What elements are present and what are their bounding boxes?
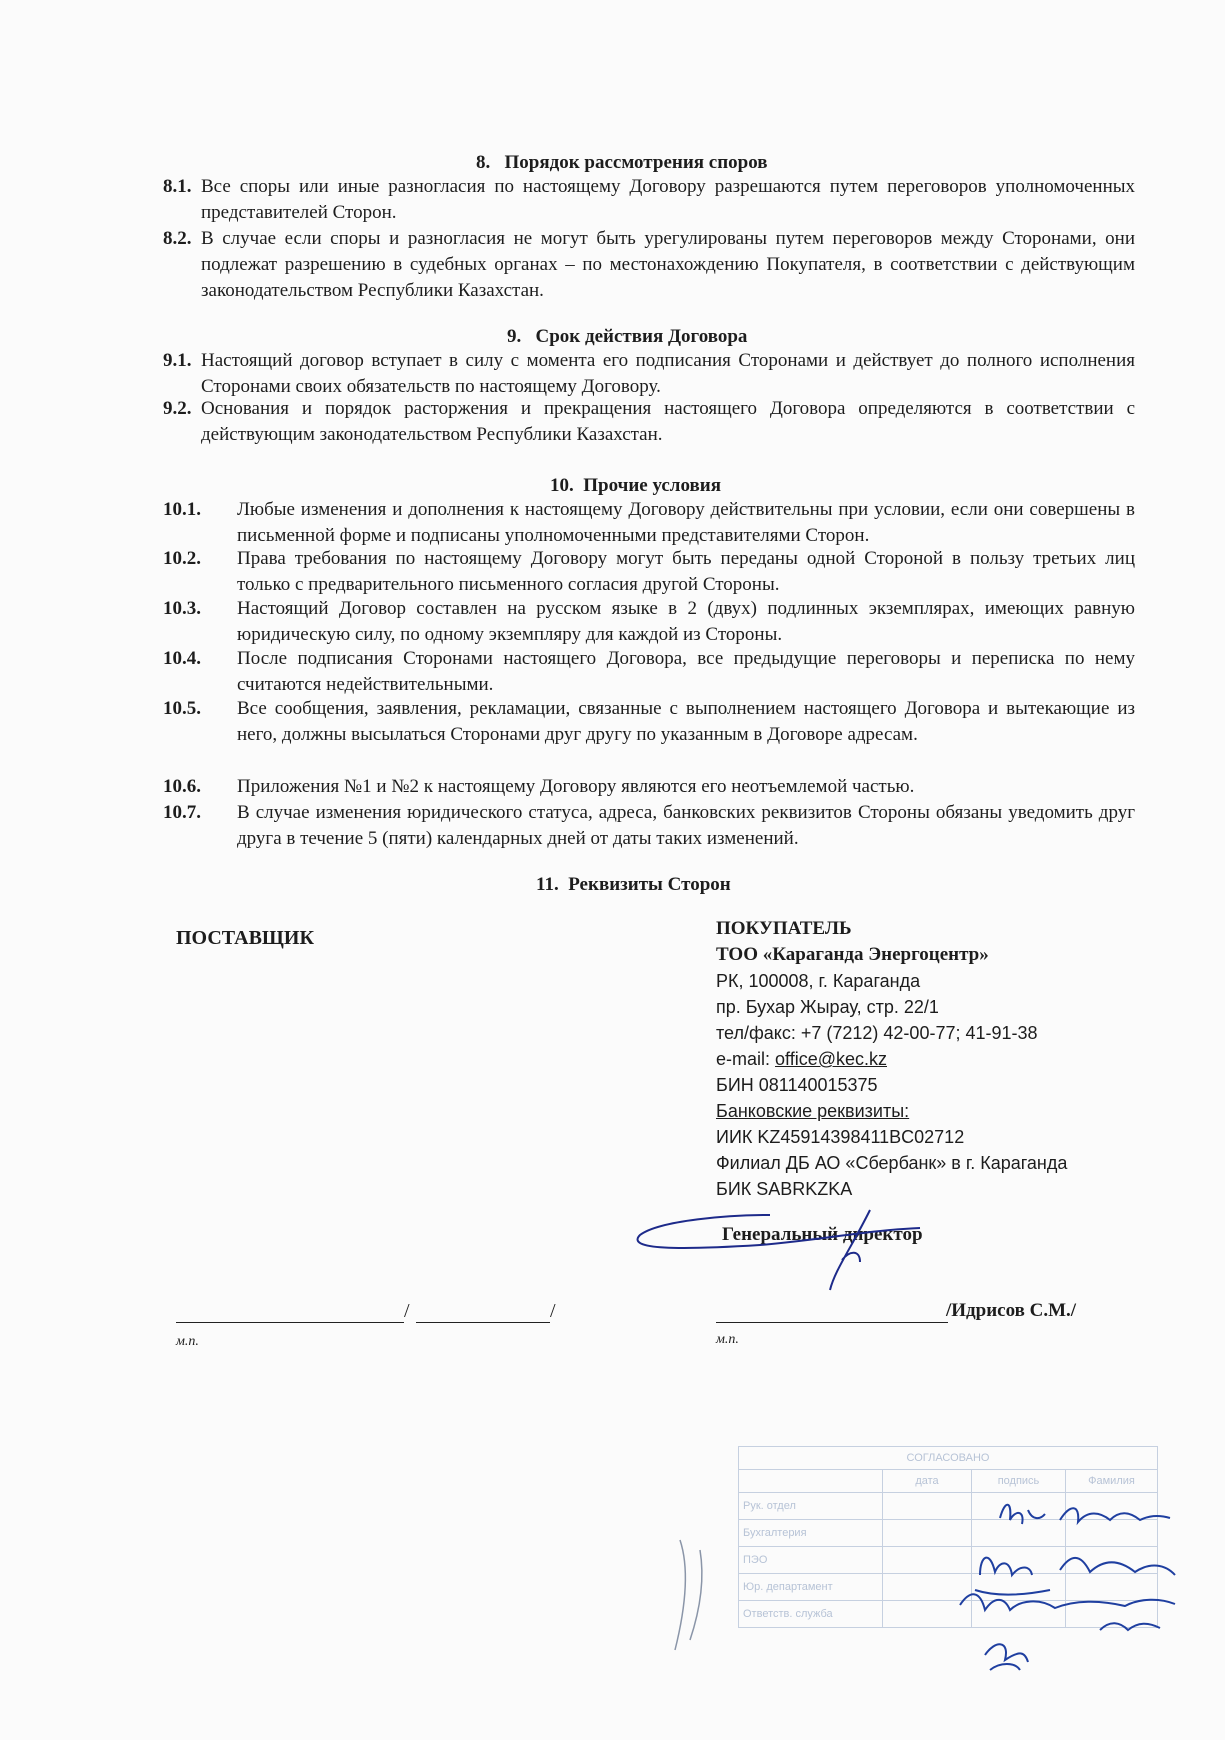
clause-10-6 xyxy=(163,774,1135,800)
clause-number: 10.6. xyxy=(163,776,201,797)
stamp-row-label: ПЭО xyxy=(739,1547,883,1574)
slash-divider: / xyxy=(550,1300,556,1322)
clause-text: Настоящий Договор составлен на русском языке в 2 (двух) подлинных экземплярах, имеющих равную юридическую силу, по одному экземпляру для каждой из Стороны. xyxy=(237,598,1135,645)
clause-10-2 xyxy=(163,546,1135,598)
stamp-row-label: Рук. отдел xyxy=(739,1493,883,1520)
section-9-title: 9. Срок действия Договора xyxy=(507,326,748,347)
clause-text: Приложения №1 и №2 к настоящему Договору являются его неотъемлемой частью. xyxy=(237,776,915,797)
section-11-title: 11. Реквизиты Сторон xyxy=(536,874,731,895)
clause-8-2 xyxy=(163,226,1135,304)
clause-number: 8.2. xyxy=(163,228,192,249)
buyer-iik: ИИК KZ45914398411BC02712 xyxy=(716,1127,965,1147)
signature-director xyxy=(620,1190,940,1300)
email-label: e-mail: xyxy=(716,1049,776,1069)
supplier-heading: ПОСТАВЩИК xyxy=(176,927,314,949)
buyer-address-1: РК, 100008, г. Караганда xyxy=(716,971,921,991)
buyer-bank: Филиал ДБ АО «Сбербанк» в г. Караганда xyxy=(716,1153,1068,1173)
clause-text: Все сообщения, заявления, рекламации, связанные с выполнением настоящего Договора и вытекающие из него, должны высылаться Сторонами друг другу по указанным в Договоре адресам. xyxy=(237,698,1135,745)
slash-divider: / xyxy=(404,1300,410,1322)
clause-number: 10.3. xyxy=(163,598,201,619)
clause-text: Права требования по настоящему Договору могут быть переданы одной Стороной в пользу третьих лиц только с предварительного письменного согласия другой Стороны. xyxy=(237,548,1135,595)
stamp-col: подпись xyxy=(972,1470,1066,1493)
buyer-company: ТОО «Караганда Энергоцентр» xyxy=(716,944,989,965)
buyer-bin: БИН 081140015375 xyxy=(716,1075,878,1095)
clause-10-7 xyxy=(163,800,1135,852)
buyer-stamp-place: м.п. xyxy=(716,1332,739,1347)
supplier-name-line xyxy=(416,1322,550,1323)
clause-text: В случае если споры и разногласия не могут быть урегулированы путем переговоров между Сторонами, они подлежат разрешению в судебных органах – по местонахождению Покупателя, в соответствии с действующим законодательством Республики Казахстан. xyxy=(201,228,1135,301)
section-8-title: 8. Порядок рассмотрения споров xyxy=(476,152,768,173)
buyer-phone: тел/факс: +7 (7212) 42-00-77; 41-91-38 xyxy=(716,1023,1038,1043)
buyer-details xyxy=(716,916,1067,1202)
clause-number: 9.1. xyxy=(163,350,192,371)
clause-8-1 xyxy=(163,174,1135,226)
stamp-title: СОГЛАСОВАНО xyxy=(739,1447,1158,1470)
supplier-sign-line xyxy=(176,1322,404,1323)
clause-number: 10.1. xyxy=(163,499,201,520)
clause-number: 10.4. xyxy=(163,648,201,669)
clause-10-3 xyxy=(163,596,1135,648)
buyer-sign-line xyxy=(716,1322,948,1323)
clause-9-1 xyxy=(163,348,1135,400)
stamp-col: Фамилия xyxy=(1066,1470,1158,1493)
buyer-signatory: /Идрисов С.М./ xyxy=(946,1300,1077,1321)
clause-text: Любые изменения и дополнения к настоящему Договору действительны при условии, если они совершены в письменной форме и подписаны уполномоченными представителями Сторон. xyxy=(237,499,1135,546)
buyer-address-2: пр. Бухар Жырау, стр. 22/1 xyxy=(716,997,939,1017)
section-10-title: 10. Прочие условия xyxy=(550,475,721,496)
clause-number: 9.2. xyxy=(163,398,192,419)
buyer-bik: БИК SABRKZKA xyxy=(716,1179,853,1199)
buyer-heading: ПОКУПАТЕЛЬ xyxy=(716,918,852,939)
buyer-email-line xyxy=(716,1046,1067,1072)
clause-text: После подписания Сторонами настоящего Договора, все предыдущие переговоры и переписка по нему считаются недействительными. xyxy=(237,648,1135,695)
clause-text: В случае изменения юридического статуса, адреса, банковских реквизитов Стороны обязаны уведомить друг друга в течение 5 (пяти) календарных дней от даты таких изменений. xyxy=(237,802,1135,849)
buyer-position: Генеральный директор xyxy=(722,1224,923,1245)
clause-10-5 xyxy=(163,696,1135,748)
stamp-row-label: Бухгалтерия xyxy=(739,1520,883,1547)
clause-text: Все споры или иные разногласия по настоящему Договору разрешаются путем переговоров уполномоченных представителей Сторон. xyxy=(201,176,1135,223)
clause-number: 10.2. xyxy=(163,548,201,569)
bank-details-label: Банковские реквизиты: xyxy=(716,1101,910,1121)
stamp-row-label: Юр. департамент xyxy=(739,1574,883,1601)
email-link[interactable]: office@kec.kz xyxy=(775,1049,887,1069)
supplier-stamp-place: м.п. xyxy=(176,1334,199,1349)
clause-10-4 xyxy=(163,646,1135,698)
approval-signatures xyxy=(660,1480,1200,1680)
stamp-row-label: Ответств. служба xyxy=(739,1601,883,1628)
clause-text: Настоящий договор вступает в силу с момента его подписания Сторонами и действует до полного исполнения Сторонами своих обязательств по настоящему Договору. xyxy=(201,350,1135,397)
clause-text: Основания и порядок расторжения и прекращения настоящего Договора определяются в соответствии с действующим законодательством Республики Казахстан. xyxy=(201,398,1135,445)
stamp-col: дата xyxy=(883,1470,972,1493)
clause-10-1 xyxy=(163,497,1135,549)
clause-number: 8.1. xyxy=(163,176,192,197)
clause-number: 10.5. xyxy=(163,698,201,719)
clause-9-2 xyxy=(163,396,1135,448)
clause-number: 10.7. xyxy=(163,802,201,823)
